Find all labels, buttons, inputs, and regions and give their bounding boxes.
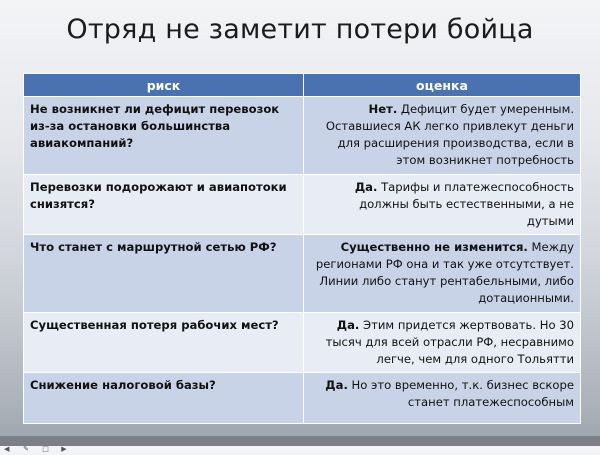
risk-cell: Снижение налоговой базы? bbox=[24, 373, 304, 424]
arrow-right-icon[interactable]: ▶ bbox=[61, 445, 67, 453]
header-risk: риск bbox=[24, 74, 304, 97]
assessment-verdict: Существенно не изменится. bbox=[340, 240, 528, 254]
table-header-row bbox=[24, 74, 581, 97]
arrow-left-icon[interactable]: ◀ bbox=[4, 445, 10, 453]
assessment-cell bbox=[304, 373, 581, 424]
assessment-verdict: Да. bbox=[325, 378, 348, 392]
assessment-comment: Дефицит будет умеренным. Оставшиеся АК легко привлекут деньги для расширения производства, если в этом возникнет потребность bbox=[325, 102, 574, 167]
table-row bbox=[24, 235, 581, 313]
risk-cell: Что станет с маршрутной сетью РФ? bbox=[24, 235, 304, 313]
risk-cell: Перевозки подорожают и авиапотоки снизятся? bbox=[24, 175, 304, 235]
assessment-cell bbox=[304, 313, 581, 373]
assessment-cell bbox=[304, 97, 581, 175]
assessment-verdict: Нет. bbox=[368, 102, 398, 116]
risk-cell: Существенная потеря рабочих мест? bbox=[24, 313, 304, 373]
assessment-comment: Но это временно, т.к. бизнес вскоре станет платежеспособным bbox=[347, 378, 574, 409]
table-row bbox=[24, 175, 581, 235]
assessment-verdict: Да. bbox=[354, 180, 378, 194]
assessment-cell bbox=[304, 175, 581, 235]
table-row bbox=[24, 373, 581, 424]
assessment-comment: Тарифы и платежеспособность должны быть естественными, а не дутыми bbox=[359, 180, 574, 228]
assessment-comment: Между регионами РФ она и так уже отсутствует. Линии либо станут рентабельными, либо дотационными. bbox=[315, 240, 574, 305]
assessment-verdict: Да. bbox=[336, 318, 360, 332]
slideshow-toolbar bbox=[0, 436, 600, 453]
table-row bbox=[24, 313, 581, 373]
slide-title: Отряд не заметит потери бойца bbox=[66, 14, 534, 45]
risk-cell: Не возникнет ли дефицит перевозок из-за остановки большинства авиакомпаний? bbox=[24, 97, 304, 175]
header-assessment: оценка bbox=[304, 74, 581, 97]
risk-assessment-table bbox=[23, 73, 581, 424]
slides-icon[interactable]: □ bbox=[42, 445, 49, 453]
pen-icon[interactable]: ✎ bbox=[23, 445, 29, 453]
assessment-cell bbox=[304, 235, 581, 313]
assessment-comment: Этим придется жертвовать. Но 30 тысяч для всей отрасли РФ, несравнимо легче, чем для одного Тольятти bbox=[325, 318, 574, 366]
table-row bbox=[24, 97, 581, 175]
